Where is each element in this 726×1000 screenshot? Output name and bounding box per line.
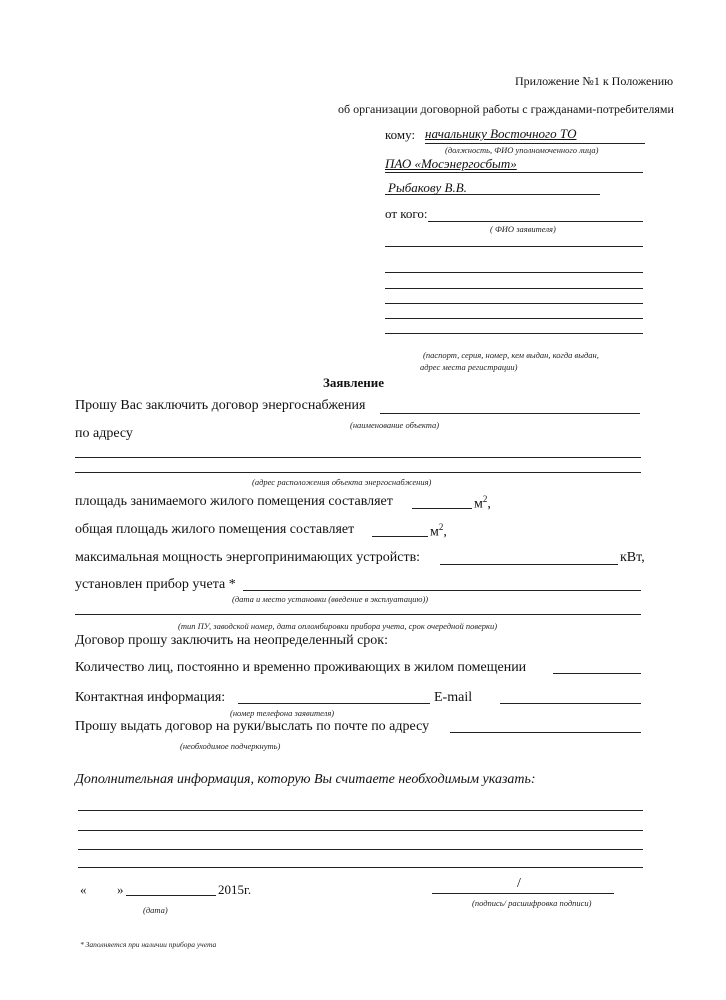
applicant-line-1[interactable] <box>385 246 643 247</box>
meter-caption-2: (тип ПУ, заводской номер, дата опломбировки прибора учета, срок очередной поверки) <box>178 621 498 631</box>
additional-info-label: Дополнительная информация, которую Вы считаете необходимым указать: <box>75 772 536 787</box>
additional-line-2[interactable] <box>78 830 643 831</box>
address-line-2[interactable] <box>75 472 641 473</box>
to-caption: (должность, ФИО уполномоченного лица) <box>445 145 599 155</box>
occupied-area-unit: $м^2$, <box>474 494 491 512</box>
underline-caption: (необходимое подчеркнуть) <box>180 741 281 751</box>
additional-line-1[interactable] <box>78 810 643 811</box>
date-quote-close: » <box>117 882 124 897</box>
object-line[interactable] <box>380 413 640 414</box>
additional-line-3[interactable] <box>78 849 643 850</box>
signature-caption: (подпись/ расшифровка подписи) <box>472 898 592 908</box>
from-caption: ( ФИО заявителя) <box>490 224 556 234</box>
email-line[interactable] <box>500 703 641 704</box>
total-area-line[interactable] <box>372 536 428 537</box>
passport-caption-1: (паспорт, серия, номер, кем выдан, когда выдан, <box>423 350 599 360</box>
object-caption: (наименование объекта) <box>350 420 440 430</box>
residents-line[interactable] <box>553 673 641 674</box>
regulation-heading: об организации договорной работы с гражданами-потребителями <box>338 102 674 116</box>
occupied-area-line[interactable] <box>412 508 472 509</box>
person-name: Рыбакову В.В. <box>388 180 467 195</box>
date-line[interactable] <box>126 895 216 896</box>
applicant-line-6[interactable] <box>385 333 643 334</box>
to-value: начальнику Восточного ТО <box>425 126 577 141</box>
date-year: 2015г. <box>218 882 252 897</box>
residents-label: Количество лиц, постоянно и временно проживающих в жилом помещении <box>75 660 527 675</box>
contact-label: Контактная информация: <box>75 690 226 705</box>
date-caption: (дата) <box>143 905 168 915</box>
phone-line[interactable] <box>238 703 430 704</box>
delivery-label: Прошу выдать договор на руки/выслать по почте по адресу <box>75 719 430 734</box>
applicant-line-4[interactable] <box>385 303 643 304</box>
indefinite-term-text: Договор прошу заключить на неопределенный срок: <box>75 633 388 648</box>
date-quote-open: « <box>80 882 87 897</box>
additional-line-4[interactable] <box>78 867 643 868</box>
from-label: от кого: <box>385 206 428 221</box>
passport-caption-2: адрес места регистрации) <box>420 362 518 372</box>
meter-line-1[interactable] <box>243 590 641 591</box>
phone-caption: (номер телефона заявителя) <box>230 708 335 718</box>
to-line[interactable] <box>425 143 645 144</box>
appendix-heading: Приложение №1 к Положению <box>515 74 674 88</box>
total-area-label: общая площадь жилого помещения составляет <box>75 522 355 537</box>
email-label: E-mail <box>434 690 473 705</box>
meter-label: установлен прибор учета * <box>75 577 236 592</box>
company-line[interactable] <box>385 172 643 173</box>
address-caption: (адрес расположения объекта энергоснабжения) <box>252 477 432 487</box>
meter-line-2[interactable] <box>75 614 641 615</box>
meter-caption-1: (дата и место установки (введение в эксплуатацию)) <box>232 594 429 604</box>
applicant-line-5[interactable] <box>385 318 643 319</box>
from-line[interactable] <box>428 221 643 222</box>
to-label: кому: <box>385 127 416 142</box>
delivery-line[interactable] <box>450 732 641 733</box>
footnote: * Заполняется при наличии прибора учета <box>80 940 217 949</box>
applicant-line-2[interactable] <box>385 272 643 273</box>
total-area-unit: $м^2$, <box>430 522 447 540</box>
document-title: Заявление <box>323 375 385 390</box>
person-line[interactable] <box>385 194 600 195</box>
signature-mark: / <box>517 876 521 891</box>
signature-line[interactable] <box>432 893 614 894</box>
address-label: по адресу <box>75 426 133 441</box>
occupied-area-label: площадь занимаемого жилого помещения составляет <box>75 494 393 509</box>
max-power-label: максимальная мощность энергопринимающих устройств: <box>75 550 421 565</box>
max-power-unit: кВт, <box>620 550 645 565</box>
max-power-line[interactable] <box>440 564 618 565</box>
address-line-1[interactable] <box>75 457 641 458</box>
company-name: ПАО «Мосэнергосбыт» <box>385 156 517 171</box>
applicant-line-3[interactable] <box>385 288 643 289</box>
request-text: Прошу Вас заключить договор энергоснабжения <box>75 398 366 413</box>
